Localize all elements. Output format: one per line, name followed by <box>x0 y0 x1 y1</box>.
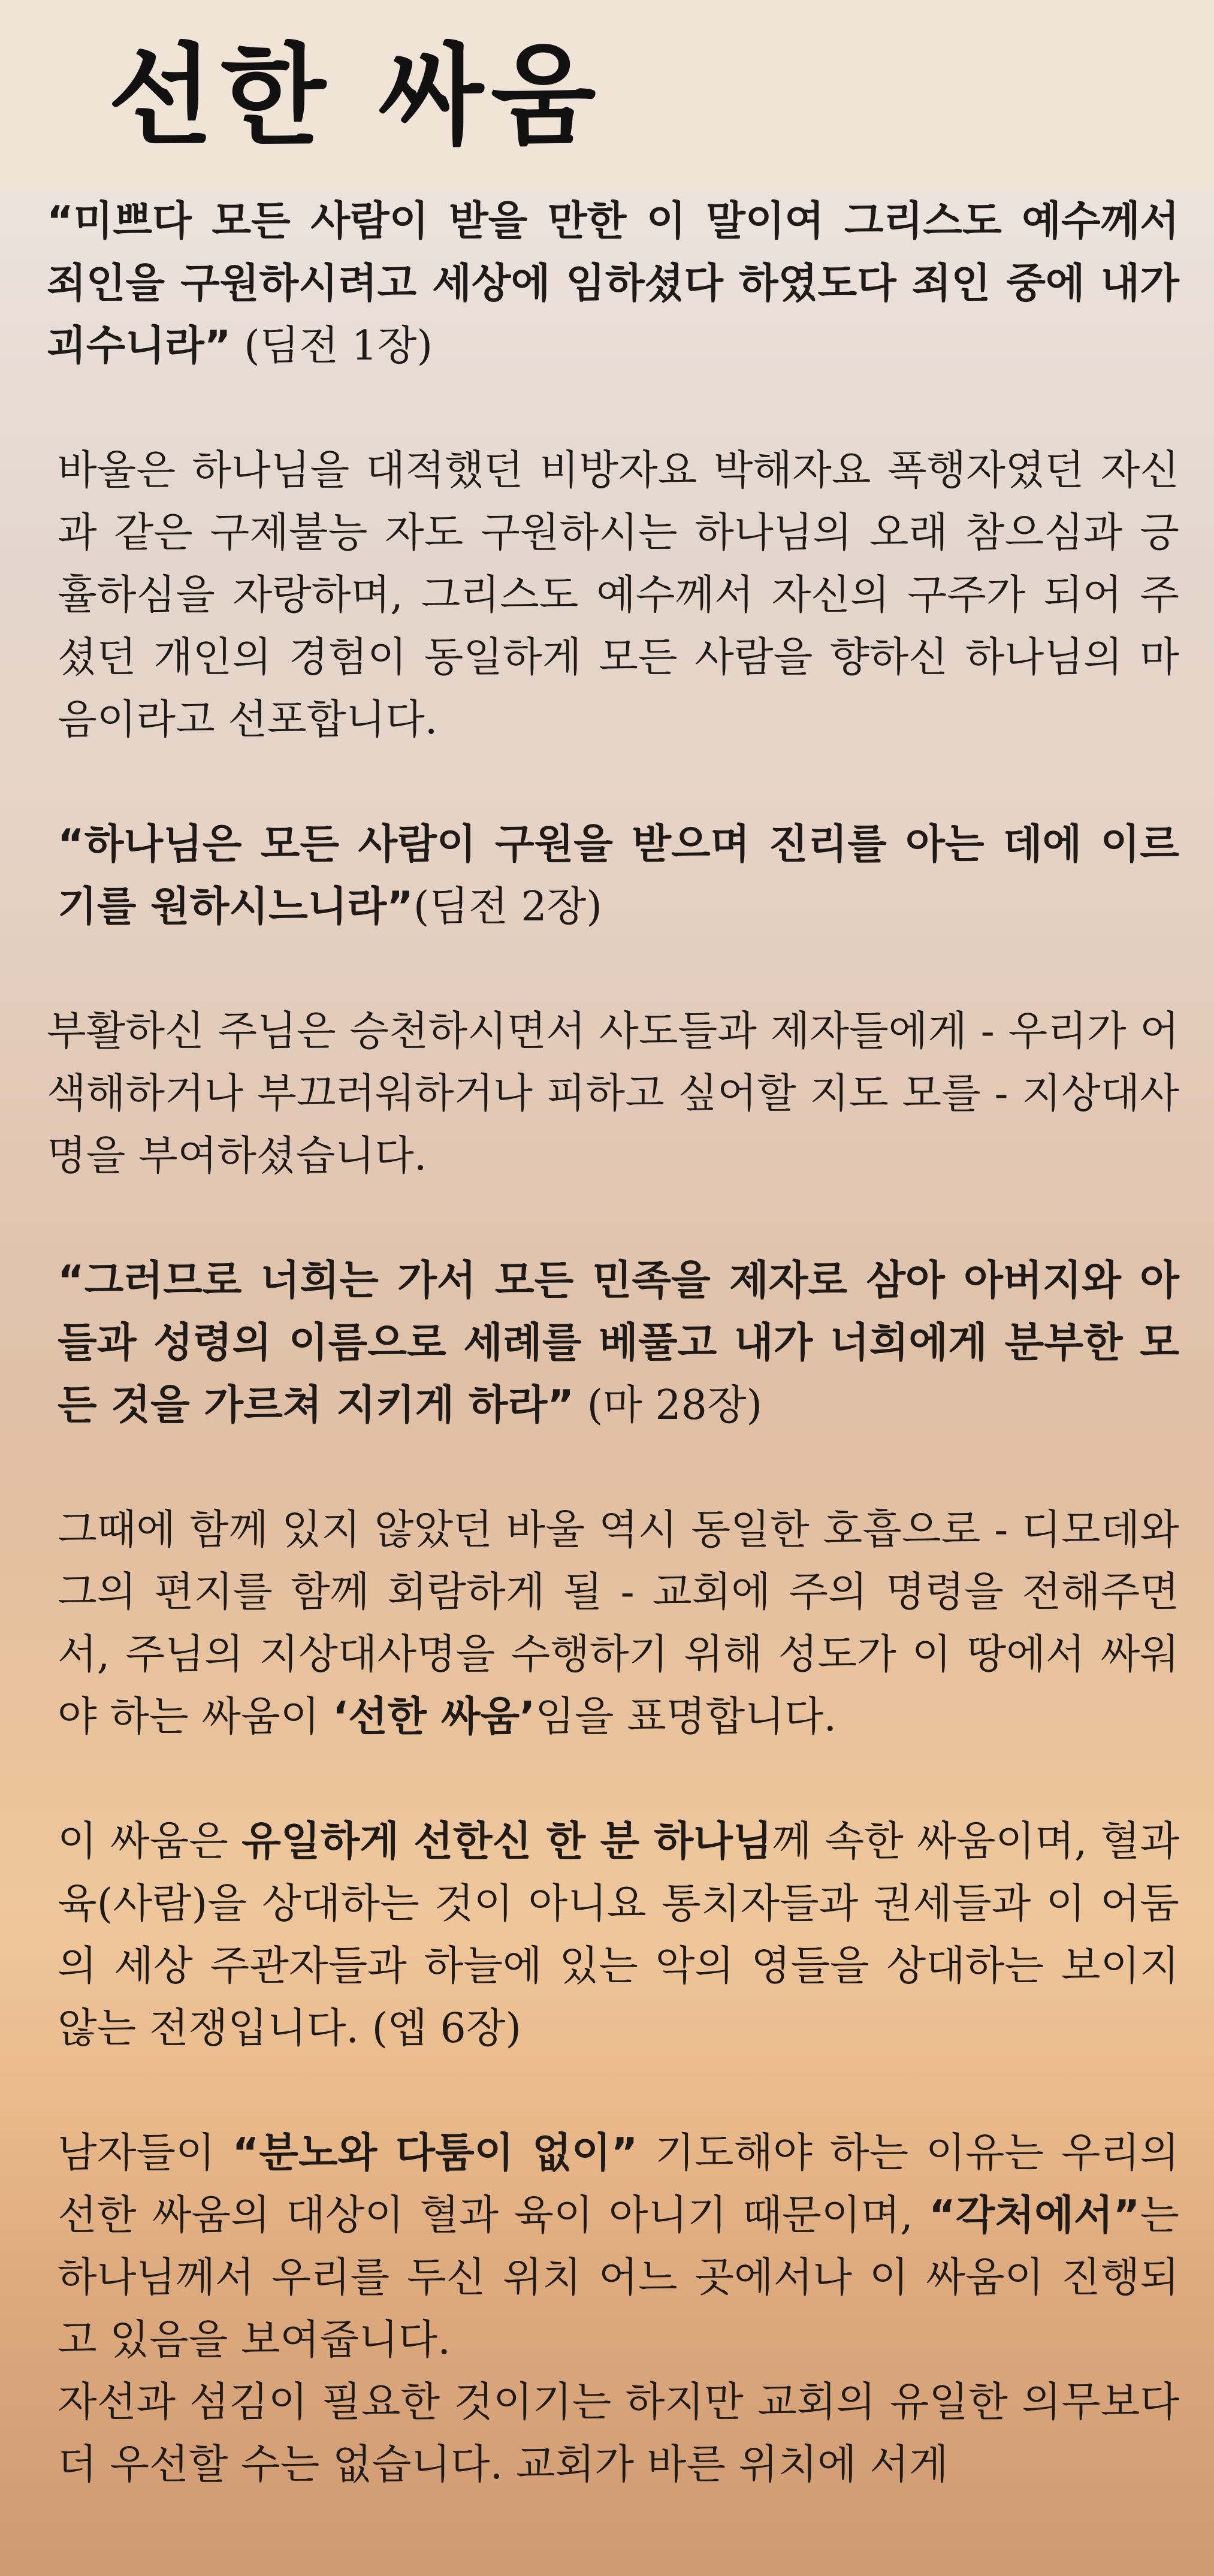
paragraph-5 <box>47 1250 1179 1437</box>
paragraph-text: 께 속한 싸움이며, 혈과 육(사람)을 상대하는 것이 아니요 통치자들과 권세들과 이 어둠의 세상 주관자들과 하늘에 있는 악의 영들을 상대하는 보이지 않는 전쟁입니다. (엡 6장) <box>58 1818 1180 2052</box>
scripture-reference: (마 28장) <box>573 1382 763 1429</box>
scripture-quote: “그러므로 너희는 가서 모든 민족을 제자로 삼아 아버지와 아들과 성령의 이름으로 세례를 베풀고 내가 너희에게 분부한 모든 것을 가르쳐 지키게 하라” <box>58 1257 1179 1429</box>
paragraph-text: 남자들이 <box>58 2130 232 2177</box>
scripture-reference: (딤전 2장) <box>413 883 602 931</box>
paragraph-text: 기도해야 하는 이유는 우리의 선한 싸움의 대상이 혈과 육이 아니기 때문이며, <box>58 2130 1179 2239</box>
paragraph-1 <box>47 191 1179 378</box>
scripture-reference: (딤전 1장) <box>231 322 433 370</box>
paragraph-9: 자선과 섬김이 필요한 것이기는 하지만 교회의 유일한 의무보다 더 우선할 수는 없습니다. 교회가 바른 위치에 서게 <box>58 2379 1179 2489</box>
paragraph-text: 이 싸움은 <box>58 1818 242 1865</box>
paragraph-8 <box>47 2122 1179 2372</box>
article-body <box>47 191 1179 2496</box>
paragraph-7 <box>47 1811 1179 2060</box>
paragraph-3 <box>47 814 1179 938</box>
paragraph-4: 부활하신 주님은 승천하시면서 사도들과 제자들에게 - 우리가 어색해하거나 부끄러워하거나 피하고 싶어할 지도 모를 - 지상대사명을 부여하셨습니다. <box>47 1008 1179 1180</box>
emphasis-text: “각처에서” <box>929 2192 1140 2239</box>
page-title: 선한 싸움 <box>108 32 603 159</box>
paragraph-text: 그때에 함께 있지 않았던 바울 역시 동일한 호흡으로 - 디모데와 그의 편지를 함께 회람하게 될 - 교회에 주의 명령을 전해주면서, 주님의 지상대사명을 수행하기 위해 성도가 이 땅에서 싸워야 하는 싸움이 <box>58 1506 1179 1741</box>
scripture-quote: “미쁘다 모든 사람이 받을 만한 이 말이여 그리스도 예수께서 죄인을 구원하시려고 세상에 임하셨다 하였도다 죄인 중에 내가 괴수니라” <box>47 198 1179 370</box>
scripture-quote: “하나님은 모든 사람이 구원을 받으며 진리를 아는 데에 이르기를 원하시느니라” <box>58 821 1179 931</box>
paragraph-6 <box>47 1499 1179 1748</box>
emphasis-text: 유일하게 선한신 한 분 하나님 <box>241 1818 772 1865</box>
paragraph-2: 바울은 하나님을 대적했던 비방자요 박해자요 폭행자였던 자신과 같은 구제불능 자도 구원하시는 하나님의 오래 참으심과 긍휼하심을 자랑하며, 그리스도 예수께서 자신의 구주가 되어 주셨던 개인의 경험이 동일하게 모든 사람을 향하신 하나님의 마음이라고 선포합니다. <box>58 447 1179 744</box>
paragraph-text: 임을 표명합니다. <box>535 1693 837 1741</box>
paragraph-text: 는 하나님께서 우리를 두신 위치 어느 곳에서나 이 싸움이 진행되고 있음을 보여줍니다. <box>58 2192 1179 2364</box>
title-band <box>0 0 1214 191</box>
emphasis-text: “분노와 다툼이 없이” <box>232 2130 638 2177</box>
emphasis-text: ‘선한 싸움’ <box>332 1693 536 1741</box>
